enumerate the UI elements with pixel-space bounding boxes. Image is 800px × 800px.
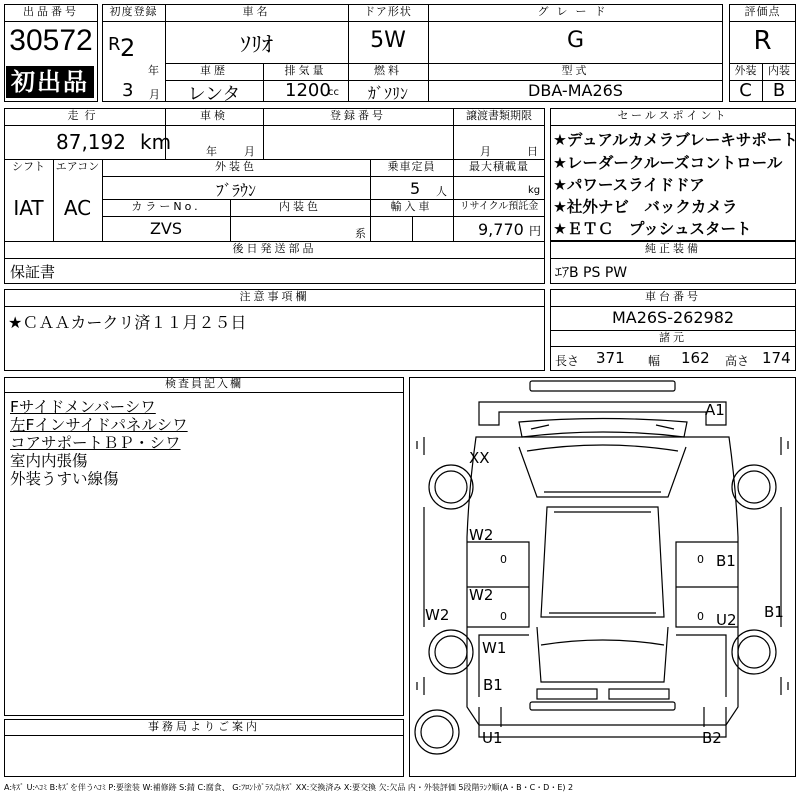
grade: G	[566, 28, 585, 53]
width: 162	[681, 349, 710, 367]
office-label: 事務局よりご案内	[148, 720, 260, 733]
month: 3	[122, 80, 134, 101]
first-listing-badge	[6, 66, 94, 98]
displacement: 1200	[285, 80, 331, 101]
car-name-label: 車名	[242, 5, 271, 18]
sales-point-2: ★レーダークルーズコントロール	[553, 154, 783, 172]
recycle-unit: 円	[529, 224, 542, 238]
height: 174	[762, 349, 791, 367]
chassis-number: MA26S-262982	[611, 308, 735, 327]
displacement-label: 排気量	[284, 64, 327, 77]
door-label: ドア形状	[364, 5, 412, 18]
mileage: 87,192	[56, 130, 126, 154]
ext-color: ﾌﾞﾗｳﾝ	[215, 181, 256, 200]
recycle-fee: 9,770	[478, 220, 524, 239]
transfer-deadline-label: 譲渡書類期限	[466, 109, 532, 122]
dims-label: 諸元	[659, 331, 687, 344]
import-label: 輸入車	[390, 200, 433, 213]
inspector-label: 検査員記入欄	[165, 377, 243, 390]
history-label: 車歴	[200, 64, 228, 77]
model: DBA-MA26S	[528, 81, 623, 100]
car-name: ｿﾘｵ	[239, 33, 273, 58]
mileage-label: 走行	[67, 109, 102, 122]
model-label: 型式	[561, 64, 590, 77]
exterior-rating: C	[739, 80, 752, 101]
zero-mark-4: 0	[697, 610, 704, 623]
notes: ★ＣＡＡカークリ済１１月２５日	[8, 313, 247, 332]
month-unit: 月	[149, 88, 160, 101]
chassis-label: 車台番号	[645, 290, 701, 303]
ext-color-label: 外装色	[215, 160, 257, 173]
later-parts-label: 後日発送部品	[232, 242, 317, 255]
mark-left-side: W2	[425, 606, 450, 624]
grade-label: グレード	[537, 5, 614, 18]
door-type: 5W	[370, 28, 406, 53]
reg-number-label: 登録番号	[330, 109, 386, 122]
inspection-month-unit: 月	[244, 145, 255, 158]
rating-label: 評価点	[744, 5, 781, 18]
length-label: 長さ	[555, 354, 580, 368]
rating-score: R	[753, 26, 772, 56]
max-load-label: 最大積載量	[469, 160, 529, 173]
capacity-label: 乗車定員	[387, 160, 436, 173]
height-label: 高さ	[725, 354, 750, 368]
inspection-label: 車検	[200, 109, 228, 122]
mark-front-left: XX	[469, 449, 490, 467]
width-label: 幅	[648, 354, 661, 368]
displacement-unit: cc	[328, 87, 339, 98]
later-parts: 保証書	[10, 263, 56, 281]
era: R	[108, 34, 121, 55]
inspector-note-5: 外装うすい線傷	[10, 470, 119, 488]
mark-left-upper: W2	[469, 526, 494, 544]
aircon-label: エアコン	[55, 160, 100, 173]
color-no-label: カラーNo.	[131, 200, 201, 213]
interior-rating: B	[772, 80, 786, 101]
shift: IAT	[13, 196, 44, 220]
recycle-label: リサイクル預託金	[459, 201, 539, 212]
inspector-note-4: 室内内張傷	[10, 452, 88, 470]
mileage-unit: km	[140, 130, 172, 154]
inspector-note-3: コアサポートＢＰ・シワ	[10, 434, 181, 452]
history: レンタ	[187, 84, 241, 105]
sales-point-4: ★社外ナビ バックカメラ	[553, 198, 738, 216]
equipment: ｴｱB PS PW	[555, 265, 628, 281]
mark-right-side: B1	[764, 603, 784, 621]
first-reg-label: 初度登録	[109, 5, 158, 18]
sales-point-5: ★ＥＴＣ プッシュスタート	[553, 220, 752, 238]
first-listing-text: 初出品	[11, 68, 89, 96]
transfer-month-unit: 月	[480, 145, 491, 158]
mark-right-upper: B1	[716, 552, 736, 570]
mark-right-lower: U2	[716, 611, 737, 629]
zero-mark-1: 0	[500, 553, 507, 566]
zero-mark-2: 0	[500, 610, 507, 623]
mark-rear-left: U1	[482, 729, 503, 747]
int-color-suffix: 系	[355, 227, 366, 240]
fuel: ｶﾞｿﾘﾝ	[367, 84, 408, 103]
inspection-year-unit: 年	[206, 145, 217, 158]
sales-points-label: セールスポイント	[617, 109, 729, 122]
year: 2	[120, 34, 136, 62]
int-color-label: 内装色	[279, 200, 321, 213]
sales-point-3: ★パワースライドドア	[553, 176, 705, 194]
mark-front-top: A1	[705, 401, 725, 419]
mark-left-lower: W2	[469, 586, 494, 604]
mark-left-rear: W1	[482, 639, 507, 657]
inspector-note-1: Fサイドメンバーシワ	[10, 398, 156, 416]
capacity: 5	[410, 179, 421, 198]
transfer-day-unit: 日	[527, 145, 538, 158]
lot-number-label: 出品番号	[23, 5, 79, 18]
interior-rating-label: 内装	[768, 64, 790, 77]
year-unit: 年	[148, 64, 159, 77]
capacity-unit: 人	[436, 185, 447, 198]
sales-point-1: ★デュアルカメラブレーキサポート	[553, 131, 798, 149]
lot-number: 30572	[9, 24, 93, 57]
length: 371	[596, 349, 625, 367]
exterior-rating-label: 外装	[734, 64, 757, 77]
legend: A:ｷｽﾞ U:ﾍｺﾐ B:ｷｽﾞを伴うﾍｺﾐ P:要塗装 W:補修跡 S:錆 C:腐食、 G:ﾌﾛﾝﾄｶﾞﾗｽ点ｷｽﾞ XX:交換済み X:要交換 欠:欠品 内・外装評価 5段階ﾗﾝｸ順(A・B・C・D・E) 2	[4, 783, 574, 792]
car-diagram	[409, 377, 796, 777]
shift-label: シフト	[12, 160, 45, 173]
color-no: ZVS	[149, 219, 183, 238]
aircon: AC	[63, 196, 92, 220]
fuel-label: 燃料	[374, 64, 402, 77]
mark-rear-right: B2	[702, 729, 722, 747]
max-load-unit: kg	[528, 185, 541, 196]
inspector-note-2: 左Fインサイドパネルシワ	[10, 416, 188, 434]
equipment-label: 純正装備	[645, 242, 701, 255]
notes-label: 注意事項欄	[239, 290, 310, 303]
mark-left-bottom: B1	[483, 676, 503, 694]
zero-mark-3: 0	[697, 553, 704, 566]
